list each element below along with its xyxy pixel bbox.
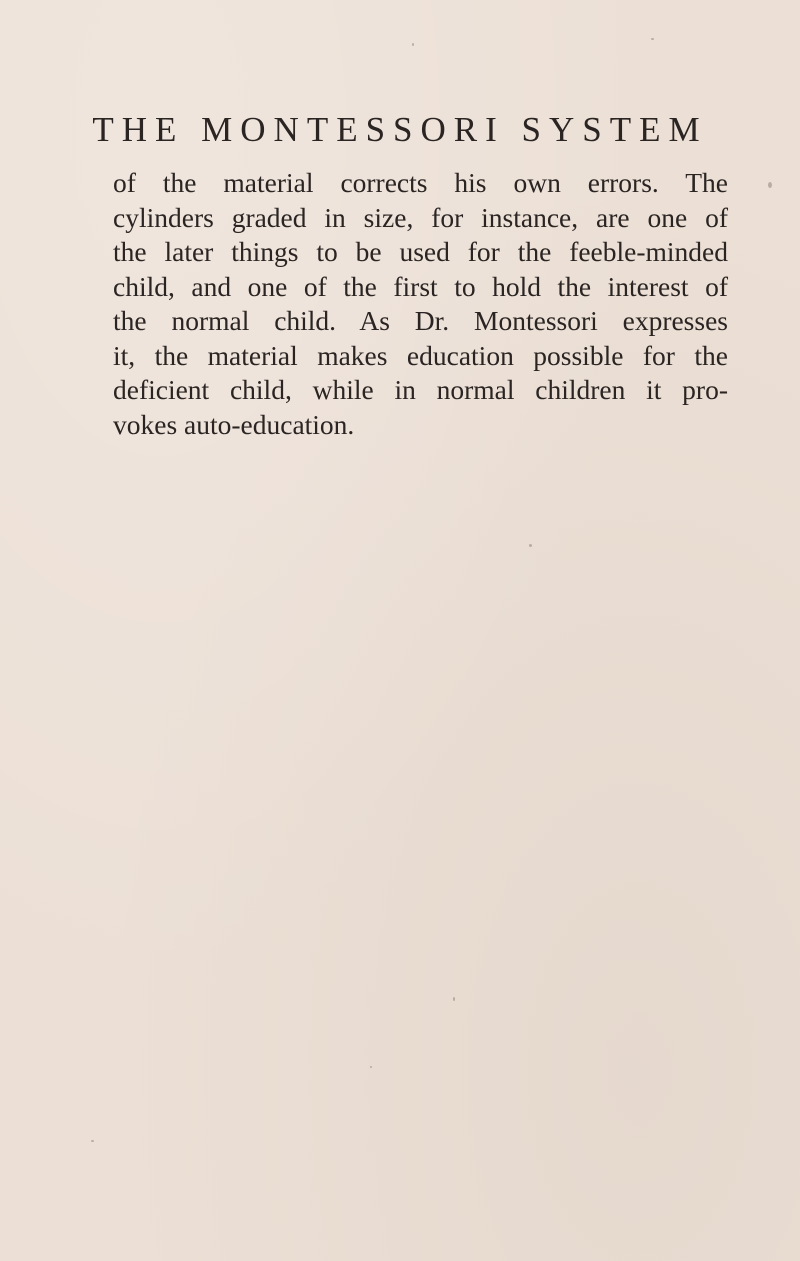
text-line: cylinders graded in size, for instance, are one of bbox=[113, 201, 728, 233]
text-line: vokes auto-education. bbox=[113, 408, 355, 440]
paper-speck bbox=[91, 1140, 94, 1142]
text-line: deficient child, while in normal children it pro- bbox=[113, 374, 728, 405]
paper-speck bbox=[768, 182, 772, 188]
paper-speck bbox=[529, 544, 532, 547]
running-head: THE MONTESSORI SYSTEM bbox=[92, 110, 708, 149]
body-paragraph bbox=[113, 166, 728, 442]
text-line: the normal child. As Dr. Montessori expresses bbox=[113, 305, 728, 336]
text-line: child, and one of the first to hold the interest of bbox=[113, 270, 728, 302]
text-line: of the material corrects his own errors. The bbox=[113, 167, 728, 198]
paper-speck bbox=[453, 997, 455, 1001]
text-line: it, the material makes education possible for the bbox=[113, 339, 728, 371]
paper-speck bbox=[412, 43, 414, 46]
paper-speck bbox=[651, 38, 654, 40]
paper-speck bbox=[370, 1066, 372, 1068]
text-line: the later things to be used for the feeble-minded bbox=[113, 236, 728, 267]
